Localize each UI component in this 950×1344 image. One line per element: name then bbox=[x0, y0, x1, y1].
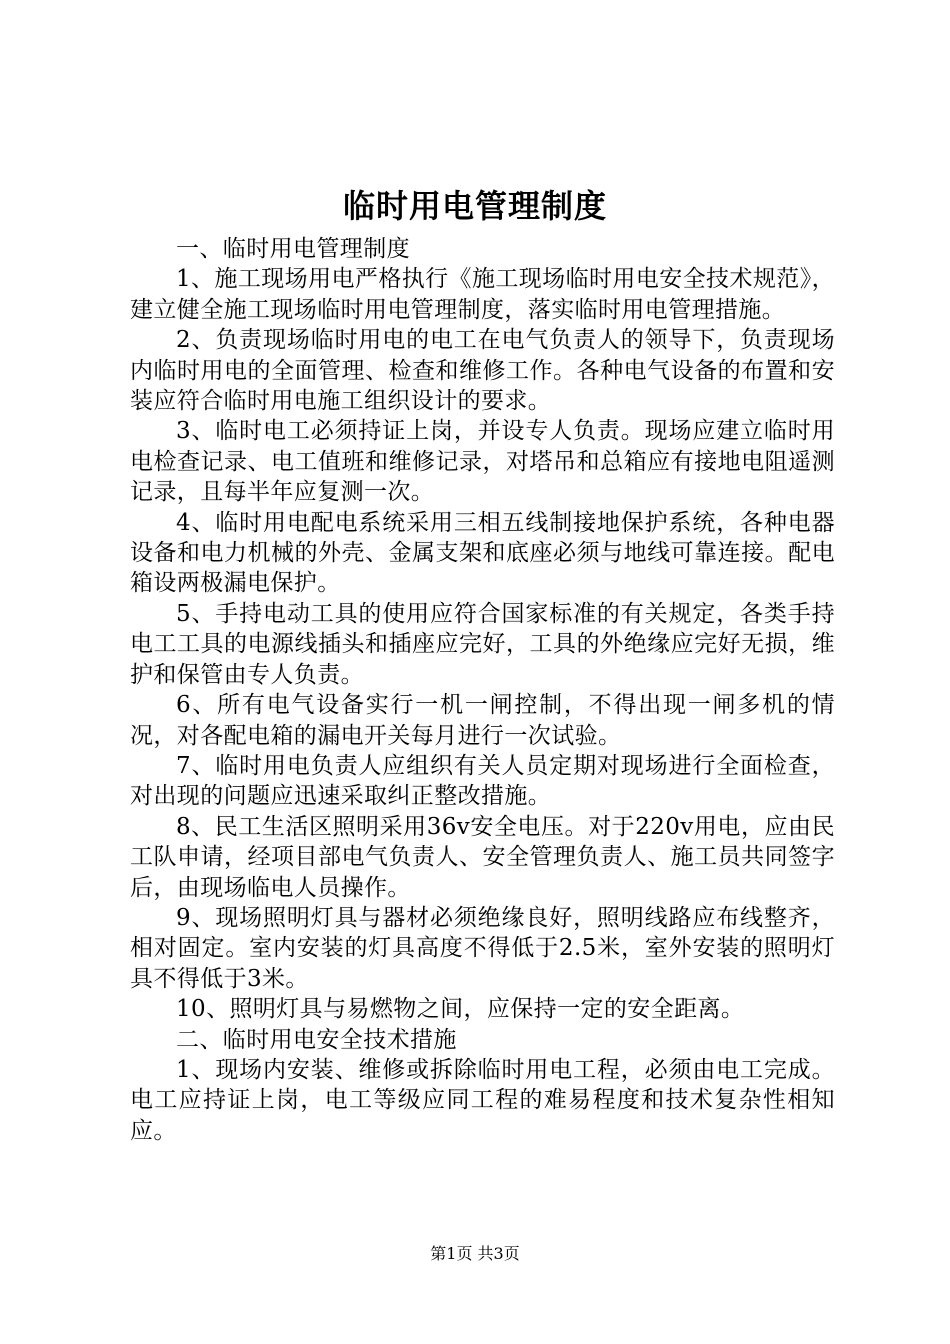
paragraph: 10、照明灯具与易燃物之间，应保持一定的安全距离。 bbox=[176, 996, 745, 1023]
page-footer: 第1页 共3页 bbox=[430, 1244, 520, 1263]
paragraph: 8、民工生活区照明采用36v安全电压。对于220v用电，应由民工队申请，经项目部电气负责人、安全管理负责人、施工员共同签字后，由现场临电人员操作。 bbox=[130, 813, 835, 901]
paragraph: 5、手持电动工具的使用应符合国家标准的有关规定，各类手持电工工具的电源线插头和插座应完好，工具的外绝缘应完好无损，维护和保管由专人负责。 bbox=[130, 600, 835, 688]
document-title: 临时用电管理制度 bbox=[342, 187, 607, 225]
paragraph: 3、临时电工必须持证上岗，并设专人负责。现场应建立临时用电检查记录、电工值班和维修记录，对塔吊和总箱应有接地电阻遥测记录，且每半年应复测一次。 bbox=[130, 418, 835, 506]
paragraph: 6、所有电气设备实行一机一闸控制，不得出现一闸多机的情况，对各配电箱的漏电开关每月进行一次试验。 bbox=[130, 692, 835, 749]
paragraph: 1、施工现场用电严格执行《施工现场临时用电安全技术规范》，建立健全施工现场临时用电管理制度，落实临时用电管理措施。 bbox=[130, 266, 835, 323]
section-heading: 一、临时用电管理制度 bbox=[176, 236, 410, 262]
document-body bbox=[130, 234, 835, 1146]
paragraph: 2、负责现场临时用电的电工在电气负责人的领导下，负责现场内临时用电的全面管理、检查和维修工作。各种电气设备的布置和安装应符合临时用电施工组织设计的要求。 bbox=[130, 327, 835, 415]
paragraph: 7、临时用电负责人应组织有关人员定期对现场进行全面检查，对出现的问题应迅速采取纠正整改措施。 bbox=[130, 752, 835, 810]
paragraph: 1、现场内安装、维修或拆除临时用电工程，必须由电工完成。电工应持证上岗，电工等级应同工程的难易程度和技术复杂性相知应。 bbox=[130, 1056, 835, 1144]
paragraph: 9、现场照明灯具与器材必须绝缘良好，照明线路应布线整齐，相对固定。室内安装的灯具高度不得低于2.5米，室外安装的照明灯具不得低于3米。 bbox=[130, 904, 835, 992]
paragraph: 4、临时用电配电系统采用三相五线制接地保护系统，各种电器设备和电力机械的外壳、金属支架和底座必须与地线可靠连接。配电箱设两极漏电保护。 bbox=[130, 509, 835, 597]
section-heading: 二、临时用电安全技术措施 bbox=[176, 1026, 457, 1053]
